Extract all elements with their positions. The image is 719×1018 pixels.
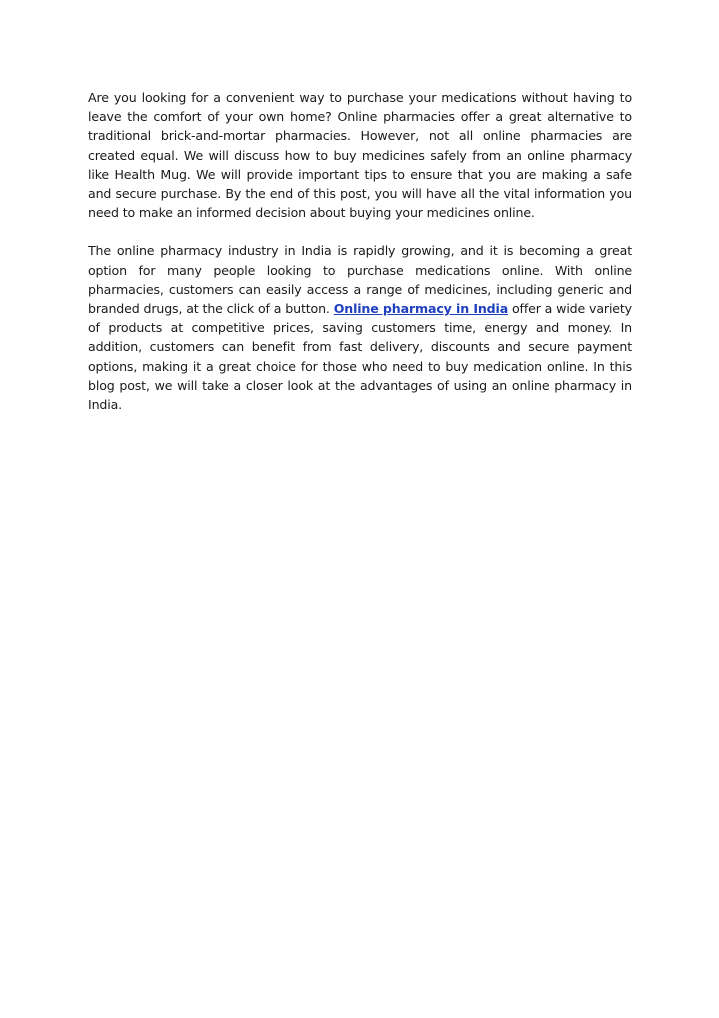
paragraph-industry-text-after: offer a wide variety of products at competitive prices, saving customers time, energy and money. In addition, customers can benefit from fast delivery, discounts and secure payment options, making it a great choice for those who need to buy medication online. In this blog post, we will take a closer look at the advantages of using an online pharmacy in India.	[88, 301, 632, 413]
paragraph-industry-text-before: The online pharmacy industry in India is rapidly growing, and it is becoming a great option for many people looking to purchase medications online. With online pharmacies, customers can easily access a range of medicines, including generic and branded drugs, at the click of a button.	[88, 243, 632, 317]
online-pharmacy-link[interactable]: Online pharmacy in India	[333, 301, 509, 317]
document-body	[88, 88, 632, 433]
paragraph-intro: Are you looking for a convenient way to purchase your medications without having to leave the comfort of your own home? Online pharmacies offer a great alternative to traditional brick-and-mortar pharmacies. However, not all online pharmacies are created equal. We will discuss how to buy medicines safely from an online pharmacy like Health Mug. We will provide important tips to ensure that you are making a safe and secure purchase. By the end of this post, you will have all the vital information you need to make an informed decision about buying your medicines online.	[88, 90, 632, 221]
paragraph-industry	[88, 241, 632, 414]
